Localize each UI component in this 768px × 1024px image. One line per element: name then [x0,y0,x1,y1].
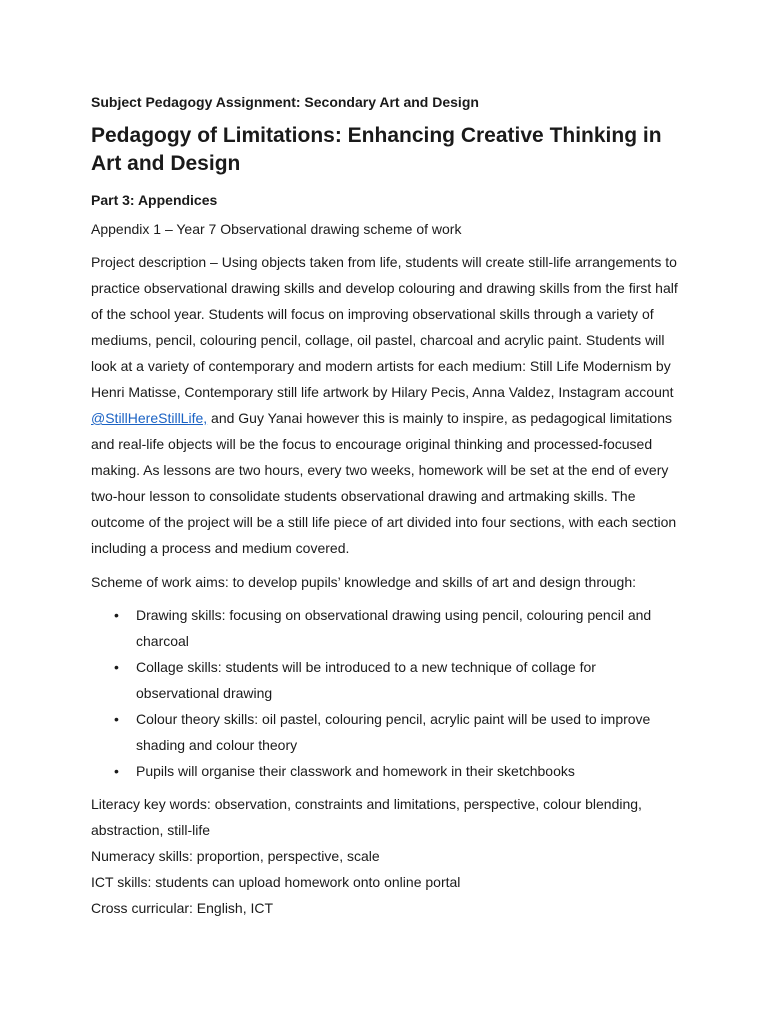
project-description-text-start: Project description – Using objects taken from life, students will create still-life arrangements to practice observational drawing skills and develop colouring and drawing skills from the first half of the school year. Students will focus on improving observational skills through a variety of mediums, pencil, colouring pencil, collage, oil pastel, charcoal and acrylic paint. Students will look at a variety of contemporary and modern artists for each medium: Still Life Modernism by Henri Matisse, Contemporary still life artwork by Hilary Pecis, Anna Valdez, Instagram account [91,254,678,400]
list-item-text: Colour theory skills: oil pastel, colouring pencil, acrylic paint will be used to improve shading and colour theory [136,711,651,753]
bullet-icon: • [114,659,119,675]
list-item [91,654,683,706]
project-description [91,249,683,561]
project-description-text-end: and Guy Yanai however this is mainly to inspire, as pedagogical limitations and real-life objects will be the focus to encourage original thinking and processed-focused making. As lessons are two hours, every two weeks, homework will be set at the end of every two-hour lesson to consolidate students observational drawing and artmaking skills. The outcome of the project will be a still life piece of art divided into four sections, with each section including a process and medium covered. [91,410,677,556]
bullet-icon: • [114,763,119,779]
ict-skills: ICT skills: students can upload homework onto online portal [91,874,461,890]
list-item [91,706,683,758]
part-heading: Part 3: Appendices [91,192,218,208]
bullet-icon: • [114,711,119,727]
skills-section [91,791,683,921]
document-page [91,92,683,921]
instagram-account-link[interactable]: @StillHereStillLife, [91,410,208,426]
list-item-text: Collage skills: students will be introduced to a new technique of collage for observational drawing [136,659,596,701]
literacy-keywords: Literacy key words: observation, constraints and limitations, perspective, colour blending, abstraction, still-life [91,796,642,838]
document-title: Pedagogy of Limitations: Enhancing Creative Thinking in Art and Design [91,124,662,175]
cross-curricular: Cross curricular: English, ICT [91,900,274,916]
list-item [91,602,683,654]
aims-intro: Scheme of work aims: to develop pupils’ knowledge and skills of art and design through: [91,574,637,590]
list-item-text: Pupils will organise their classwork and homework in their sketchbooks [136,763,575,779]
list-item [91,758,683,784]
aims-list [91,602,683,784]
subject-heading: Subject Pedagogy Assignment: Secondary Art and Design [91,94,479,110]
list-item-text: Drawing skills: focusing on observational drawing using pencil, colouring pencil and charcoal [136,607,652,649]
appendix-title: Appendix 1 – Year 7 Observational drawing scheme of work [91,221,462,237]
bullet-icon: • [114,607,119,623]
numeracy-skills: Numeracy skills: proportion, perspective, scale [91,848,380,864]
